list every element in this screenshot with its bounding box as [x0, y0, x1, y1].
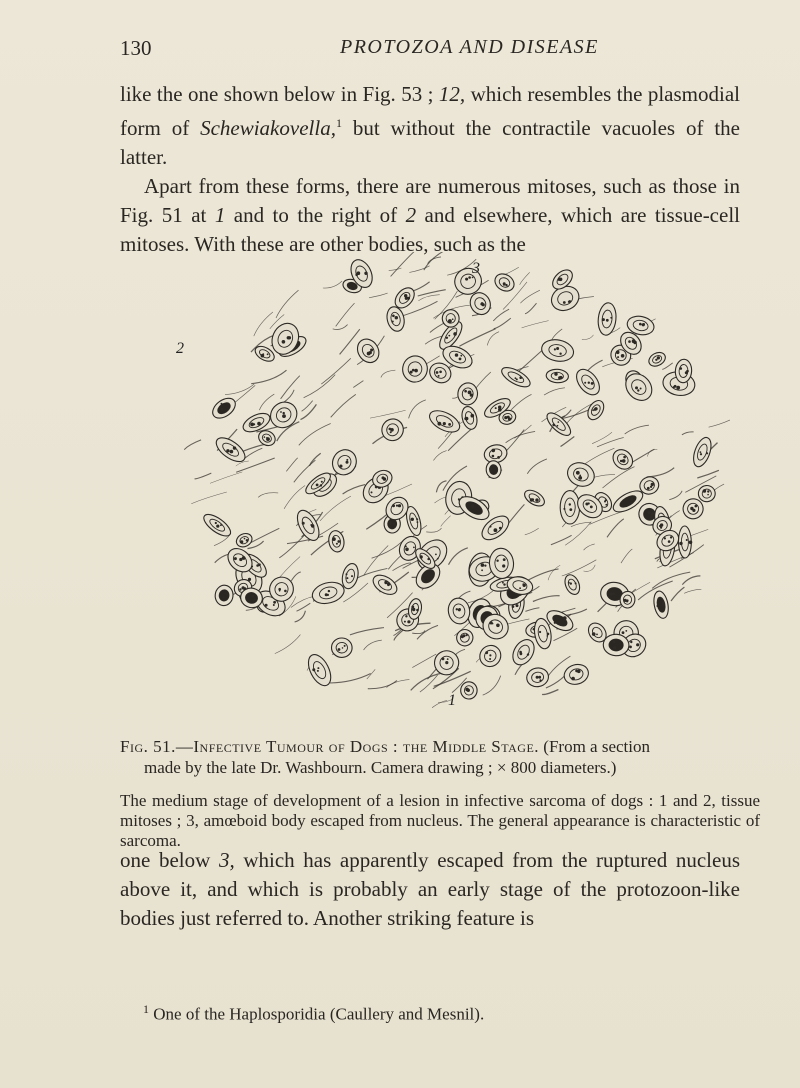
text-run: vacuoles of the latter. — [120, 116, 740, 169]
text-run: one below — [120, 848, 219, 872]
figure-ref-2: 2 — [405, 203, 417, 227]
caption-figure-number: Fig. 51.— — [120, 737, 194, 756]
footnote — [143, 1002, 484, 1025]
figure-ref-12: 12, — [438, 82, 466, 106]
figure-label-2: 2 — [176, 340, 184, 357]
text-run: like the one shown below in Fig. 53 ; — [120, 82, 439, 106]
caption-line-1 — [120, 736, 760, 757]
figure-label-1: 1 — [448, 692, 456, 709]
paragraph-top — [120, 80, 740, 172]
footnote-text: One of the Haplosporidia (Caullery and Mesnil). — [149, 1004, 485, 1024]
paragraph-bottom — [120, 846, 740, 933]
paragraph-apart — [120, 172, 740, 259]
tissue-drawing — [170, 252, 730, 722]
text-run: plasmodial form of — [120, 82, 740, 140]
caption-line-2: made by the late Dr. Washbourn. Camera drawing ; × 800 diameters.) — [144, 758, 617, 777]
footnote-number: 1 — [143, 1002, 149, 1016]
caption-source: (From a section — [539, 737, 650, 756]
page-number: 130 — [120, 36, 152, 60]
text-run: which has apparently escaped from the ruptured nucleus above it, and which is probably an early stage of the protozoon-like bodies just referred to. Another striking feature is — [120, 848, 740, 930]
footnote-mark: 1 — [335, 116, 342, 130]
figure-ref-1: 1 — [214, 203, 226, 227]
genus-name: Schewiakovella, — [200, 116, 336, 140]
paragraph-continuation — [120, 80, 740, 259]
text-run: and to the right of — [225, 203, 406, 227]
histology-illustration — [170, 252, 730, 722]
text-run: and elsewhere, which are tissue-cell mitoses. With these are other bodies, such as the — [120, 203, 740, 256]
running-title: PROTOZOA AND DISEASE — [340, 36, 599, 58]
tissue-strokes — [184, 252, 730, 708]
figure-caption — [120, 736, 760, 778]
text-run: but without the contractile — [341, 116, 591, 140]
text-run: Apart from these forms, there are numerous mitoses, such as those in Fig. 51 at — [120, 174, 740, 227]
figure-ref-3: 3, — [218, 848, 235, 872]
page-header — [120, 36, 740, 66]
figure-label-3: 3 — [472, 260, 480, 277]
text-run: which resembles the — [465, 82, 643, 106]
paragraph-bottom-text — [120, 846, 740, 933]
caption-title: Infective Tumour of Dogs : the Middle Stage. — [193, 737, 540, 756]
figure-legend: The medium stage of development of a lesion in infective sarcoma of dogs : 1 and 2, tissue mitoses ; 3, amœboid body escaped from nucleus. The general appearance is characteristic of sarcoma. — [120, 791, 760, 850]
